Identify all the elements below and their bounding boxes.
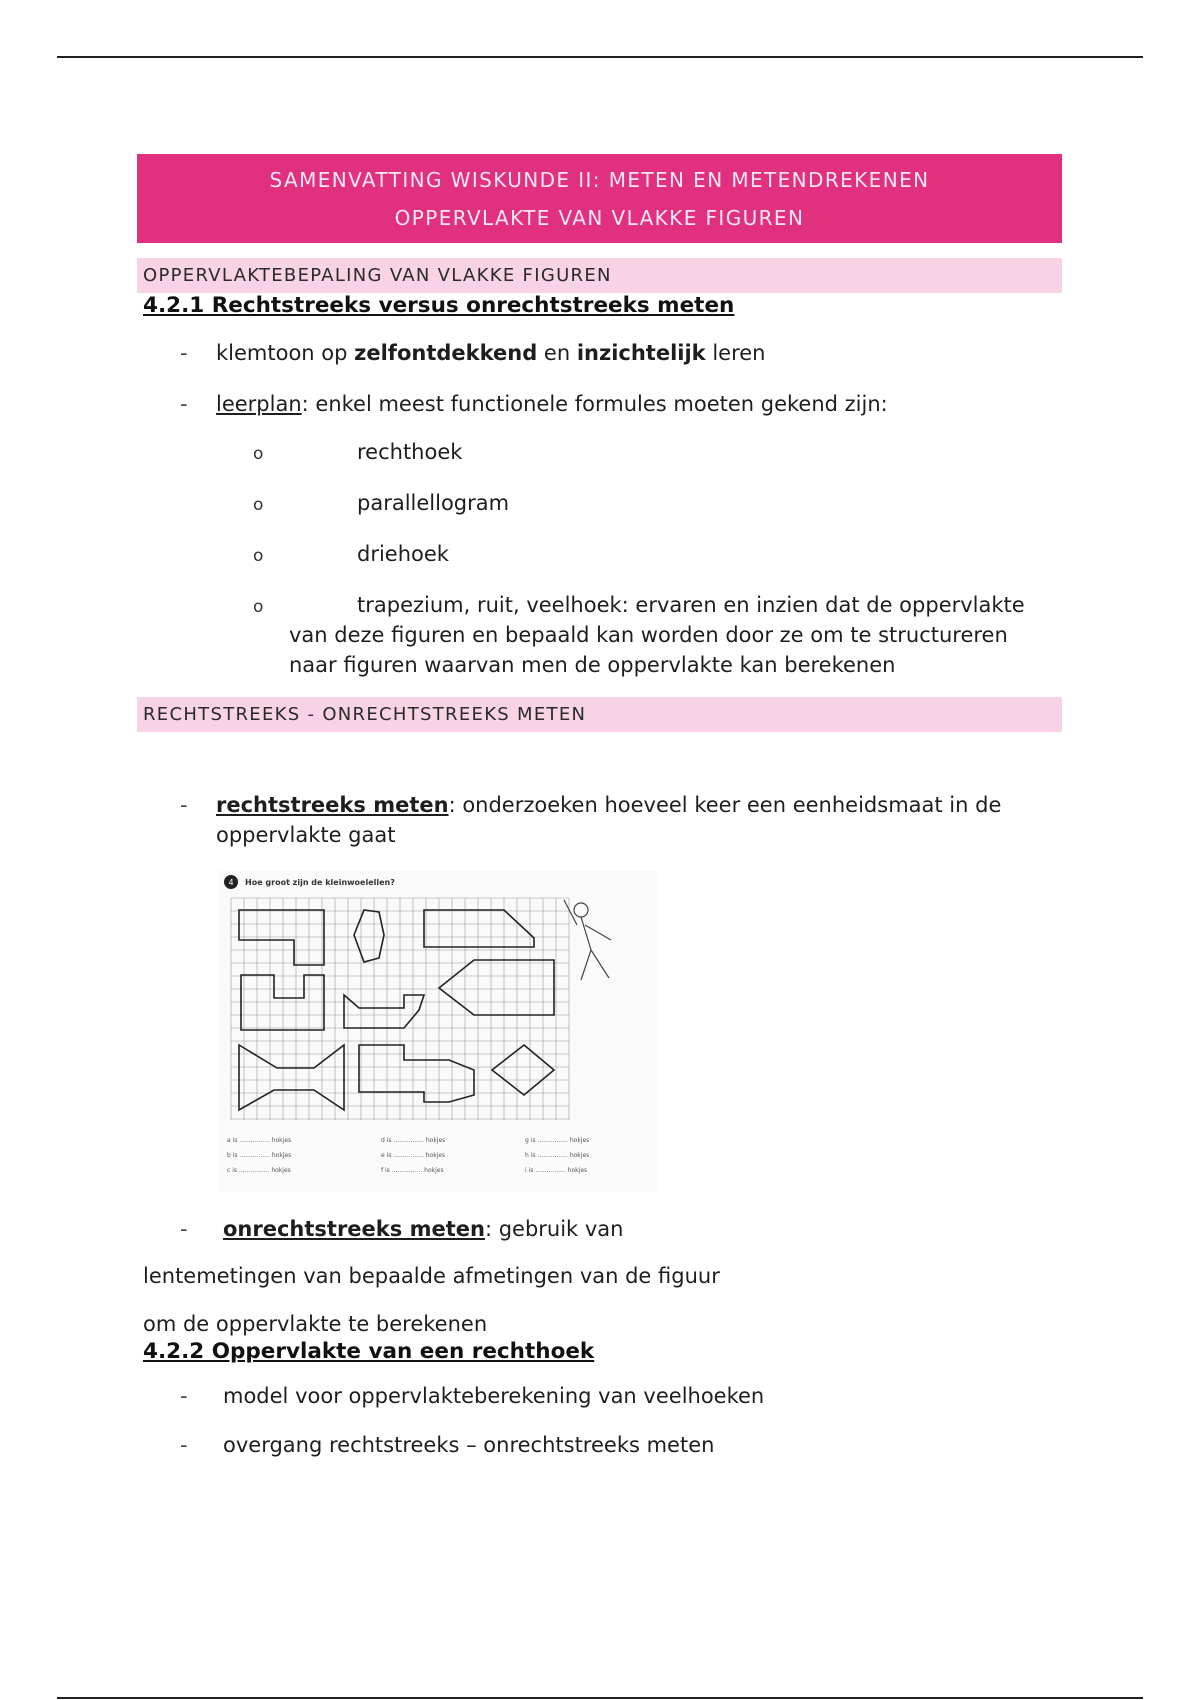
term-rechtstreeks-meten: rechtstreeks meten bbox=[216, 793, 449, 817]
answer-lines bbox=[227, 1137, 589, 1174]
dash-bullet-icon: - bbox=[180, 1217, 188, 1241]
keyword-zelfontdekkend: zelfontdekkend bbox=[354, 341, 538, 365]
sub-item-text: parallellogram bbox=[357, 491, 510, 515]
answer-a: a is ................ hokjes bbox=[227, 1137, 292, 1144]
keyword-inzichtelijk: inzichtelijk bbox=[576, 341, 706, 365]
text: leren bbox=[705, 341, 766, 365]
title-line-2: OPPERVLAKTE VAN VLAKKE FIGUREN bbox=[394, 206, 805, 230]
answer-i: i is ................ hokjes bbox=[525, 1167, 588, 1174]
answer-g: g is ................ hokjes bbox=[525, 1137, 590, 1144]
answer-b: b is ................ hokjes bbox=[227, 1152, 292, 1159]
text: en bbox=[537, 341, 577, 365]
bullet-model bbox=[137, 1381, 1062, 1411]
worksheet-image bbox=[219, 870, 657, 1192]
bullet-rechtstreeks-meten bbox=[137, 790, 1062, 850]
bullet-leerplan bbox=[137, 389, 1062, 419]
dash-bullet-icon: - bbox=[180, 392, 188, 416]
text: : enkel meest functionele formules moeten gekend zijn: bbox=[301, 392, 888, 416]
document-body bbox=[137, 154, 1062, 1460]
circle-bullet-icon: o bbox=[253, 444, 264, 464]
title-line-1: SAMENVATTING WISKUNDE II: METEN EN METENDREKENEN bbox=[269, 168, 930, 192]
sub-item-rechthoek bbox=[137, 437, 1062, 467]
paragraph-lentemetingen: lentemetingen van bepaalde afmetingen van de figuur bbox=[143, 1264, 720, 1288]
paragraph-oppervlakte: om de oppervlakte te berekenen bbox=[143, 1312, 488, 1336]
sub-item-driehoek bbox=[137, 539, 1062, 569]
bullet-overgang bbox=[137, 1430, 1062, 1460]
circle-bullet-icon: o bbox=[253, 546, 264, 566]
term-onrechtstreeks-meten: onrechtstreeks meten bbox=[223, 1217, 485, 1241]
answer-f: f is ................ hokjes bbox=[381, 1167, 444, 1174]
title-banner bbox=[137, 154, 1062, 243]
heading-4-2-2: 4.2.2 Oppervlakte van een rechthoek bbox=[143, 1339, 595, 1364]
dash-bullet-icon: - bbox=[180, 793, 188, 817]
heading-4-2-1: 4.2.1 Rechtstreeks versus onrechtstreeks meten bbox=[143, 293, 735, 318]
term-leerplan: leerplan bbox=[216, 392, 302, 416]
answer-d: d is ................ hokjes bbox=[381, 1137, 446, 1144]
sub-item-text: trapezium, ruit, veelhoek: ervaren en inzien dat de oppervlakte van deze figuren en bepaald kan worden door ze om te structureren naar figuren waarvan men de oppervlakte kan berekenen bbox=[289, 593, 1025, 677]
bullet-onrechtstreeks-meten bbox=[137, 1214, 1062, 1244]
bullet-klemtoon bbox=[137, 338, 1062, 368]
answer-h: h is ................ hokjes bbox=[525, 1152, 590, 1159]
text: : gebruik van bbox=[484, 1217, 624, 1241]
answer-c: c is ................ hokjes bbox=[227, 1167, 291, 1174]
circle-bullet-icon: o bbox=[253, 597, 264, 617]
text: klemtoon op bbox=[216, 341, 355, 365]
exercise-question: Hoe groot zijn de kleinwoelellen? bbox=[245, 878, 395, 887]
text: overgang rechtstreeks – onrechtstreeks meten bbox=[223, 1433, 715, 1457]
dash-bullet-icon: - bbox=[180, 1384, 188, 1408]
exercise-number: 4 bbox=[228, 878, 234, 887]
dash-bullet-icon: - bbox=[180, 341, 188, 365]
top-rule bbox=[57, 56, 1143, 58]
sub-item-trapezium bbox=[137, 590, 1062, 680]
sub-item-text: driehoek bbox=[357, 542, 449, 566]
circle-bullet-icon: o bbox=[253, 495, 264, 515]
sub-item-parallellogram bbox=[137, 488, 1062, 518]
section-band-oppervlaktebepaling: OPPERVLAKTEBEPALING VAN VLAKKE FIGUREN bbox=[137, 258, 1062, 293]
bottom-rule bbox=[57, 1697, 1143, 1699]
section-band-rechtstreeks: RECHTSTREEKS - ONRECHTSTREEKS METEN bbox=[137, 697, 1062, 732]
sub-item-text: rechthoek bbox=[357, 440, 463, 464]
text: model voor oppervlakteberekening van veelhoeken bbox=[223, 1384, 765, 1408]
answer-e: e is ................ hokjes bbox=[381, 1152, 446, 1159]
text: : onderzoeken hoeveel keer een eenheidsmaat in de oppervlakte gaat bbox=[216, 793, 1002, 847]
dash-bullet-icon: - bbox=[180, 1433, 188, 1457]
